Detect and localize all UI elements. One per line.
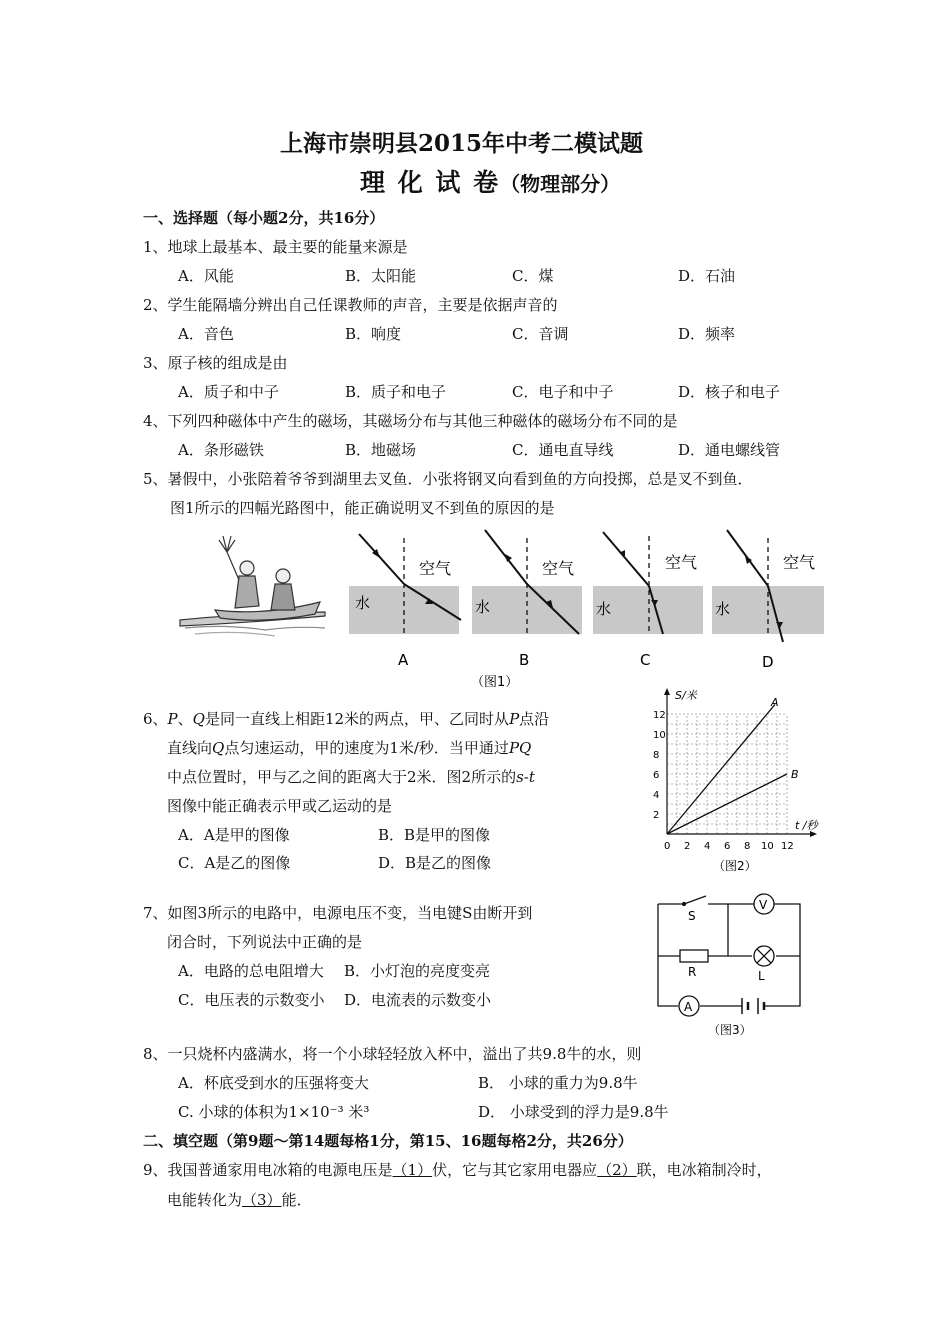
q2-option-b: B．响度 (345, 325, 402, 343)
q1-option-d: D．石油 (678, 267, 736, 285)
q6-option-d: D．B是乙的图像 (378, 854, 492, 872)
segment-pq: PQ (508, 739, 532, 757)
x-axis-label: t /秒 (795, 819, 818, 832)
section-2-heading: 二、填空题（第9题～第14题每格1分，第15、16题每格2分，共26分） (143, 1132, 633, 1150)
q6-line2 (167, 737, 531, 758)
q9-text1a: 9、我国普通家用电冰箱的电源电压是 (143, 1161, 393, 1179)
y-tick-label: 10 (653, 730, 666, 741)
q2-option-c: C．音调 (512, 325, 569, 343)
page-subtitle (360, 163, 620, 199)
ammeter-label: A (684, 1000, 693, 1014)
figure-1 (175, 528, 835, 693)
air-label-b: 空气 (542, 559, 575, 578)
light-path-panel-b (472, 530, 582, 669)
q7-option-d: D．电流表的示数变小 (344, 991, 492, 1009)
q6-text1: 是同一直线上相距12米的两点，甲、乙同时从 (204, 710, 510, 728)
q4-option-a: A．条形磁铁 (178, 441, 264, 459)
switch-label: S (688, 909, 696, 923)
x-tick-label: 8 (744, 841, 751, 852)
y-tick-label: 2 (653, 810, 660, 821)
q8-option-b: B． 小球的重力为9.8牛 (478, 1074, 638, 1092)
chart-grid (667, 714, 787, 834)
q7-option-b: B．小灯泡的亮度变亮 (344, 962, 491, 980)
y-tick-label: 4 (653, 790, 660, 801)
water-label-b: 水 (475, 598, 491, 616)
q5-stem-line2: 图1所示的四幅光路图中，能正确说明叉不到鱼的原因的是 (170, 499, 555, 517)
q4-stem: 4、下列四种磁体中产生的磁场，其磁场分布与其他三种磁体的磁场分布不同的是 (143, 412, 678, 430)
q6-option-a: A．A是甲的图像 (178, 826, 290, 844)
q6-option-b: B．B是甲的图像 (378, 826, 491, 844)
q1-option-b: B．太阳能 (345, 267, 417, 285)
x-tick-label: 12 (781, 841, 794, 852)
q8-option-d: D． 小球受到的浮力是9.8牛 (478, 1103, 669, 1121)
x-tick-label: 0 (664, 841, 671, 852)
switch-s (684, 896, 706, 904)
fisherman-illustration (180, 536, 325, 636)
y-tick-label: 8 (653, 750, 660, 761)
q2-option-a: A．音色 (178, 325, 234, 343)
q2-option-d: D．频率 (678, 325, 736, 343)
subtitle-part: （物理部分） (500, 172, 621, 196)
q5-stem-line1: 5、暑假中，小张陪着爷爷到湖里去叉鱼．小张将钢叉向看到鱼的方向投掷，总是叉不到鱼． (143, 470, 753, 488)
q6-text3: 中点位置时，甲与乙之间的距离大于2米．图2所示的 (167, 768, 517, 786)
q2-stem: 2、学生能隔墙分辨出自己任课教师的声音，主要是依据声音的 (143, 296, 558, 314)
panel-label-b: B (519, 651, 530, 669)
q6-option-c: C．A是乙的图像 (178, 854, 291, 872)
light-path-panel-a (349, 534, 461, 669)
st-term: s-t (516, 768, 535, 786)
figure-3-circuit (650, 888, 810, 1040)
q9-text2b: 能． (281, 1191, 312, 1209)
series-a-label: A (771, 696, 779, 709)
q1-option-a: A．风能 (178, 267, 234, 285)
x-tick-label: 2 (684, 841, 691, 852)
q8-stem: 8、一只烧杯内盛满水，将一个小球轻轻放入杯中，溢出了共9.8牛的水，则 (143, 1045, 642, 1063)
air-label-a: 空气 (419, 559, 452, 578)
q6-text2a: 直线向 (167, 739, 213, 757)
q4-option-c: C．通电直导线 (512, 441, 614, 459)
q9-text1c: 联，电冰箱制冷时， (636, 1161, 772, 1179)
q3-option-b: B．质子和电子 (345, 383, 447, 401)
q4-option-b: B．地磁场 (345, 441, 417, 459)
q1-stem: 1、地球上最基本、最主要的能量来源是 (143, 238, 408, 256)
q3-option-d: D．核子和电子 (678, 383, 781, 401)
q8-option-c: C. 小球的体积为1×10⁻³ 米³ (178, 1103, 370, 1121)
q6-text2b: 点匀速运动，甲的速度为1米/秒．当甲通过 (224, 739, 509, 757)
resistor-label: R (688, 965, 697, 979)
q6-sep: 、 (177, 710, 193, 728)
figure-2-caption: （图2） (713, 859, 757, 873)
ammeter-a (679, 996, 699, 1016)
q7-option-a: A．电路的总电阻增大 (178, 962, 324, 980)
subtitle-main: 理 化 试 卷 (360, 168, 501, 197)
battery (742, 998, 764, 1014)
y-axis-label: S/米 (675, 689, 697, 702)
point-p: P (167, 710, 178, 728)
q6-line3 (167, 766, 535, 787)
figure-3-caption: （图3） (708, 1023, 752, 1037)
q9-text1b: 伏，它与其它家用电器应 (432, 1161, 598, 1179)
q9-line1 (143, 1159, 772, 1180)
q3-option-c: C．电子和中子 (512, 383, 614, 401)
q7-line1: 7、如图3所示的电路中，电源电压不变，当电键S由断开到 (143, 904, 533, 922)
x-tick-label: 10 (761, 841, 774, 852)
q9-blank-2: （2） (597, 1161, 637, 1179)
y-tick-label: 12 (653, 710, 666, 721)
panel-label-a: A (398, 651, 409, 669)
page-title: 上海市崇明县2015年中考二模试题 (280, 130, 644, 157)
water-label-a: 水 (355, 594, 371, 612)
q7-option-c: C．电压表的示数变小 (178, 991, 325, 1009)
q9-text2a: 电能转化为 (167, 1191, 243, 1209)
lamp-l (754, 946, 774, 966)
panel-label-d: D (762, 653, 774, 671)
q7-line2: 闭合时，下列说法中正确的是 (167, 933, 363, 951)
voltmeter-v (754, 894, 774, 914)
voltmeter-label: V (759, 898, 768, 912)
q3-stem: 3、原子核的组成是由 (143, 354, 288, 372)
lamp-label: L (758, 969, 765, 983)
air-label-d: 空气 (783, 553, 816, 572)
water-label-d: 水 (715, 600, 731, 618)
x-tick-label: 6 (724, 841, 731, 852)
series-b-label: B (791, 768, 799, 781)
figure-1-caption: （图1） (471, 675, 519, 690)
q6-line4: 图像中能正确表示甲或乙运动的是 (167, 797, 393, 815)
q4-option-d: D．通电螺线管 (678, 441, 781, 459)
q9-blank-1: （1） (392, 1161, 433, 1179)
q6-line1: 6、P、Q是同一直线上相距12米的两点，甲、乙同时从P点沿 (143, 710, 550, 728)
light-path-panel-d (712, 530, 824, 671)
water-label-c: 水 (596, 600, 612, 618)
q1-option-c: C．煤 (512, 267, 554, 285)
q9-blank-3: （3） (242, 1191, 282, 1209)
q6-text1b: 点沿 (519, 710, 550, 728)
air-label-c: 空气 (665, 553, 698, 572)
x-tick-label: 4 (704, 841, 711, 852)
q9-line2 (167, 1189, 312, 1210)
section-1-heading: 一、选择题（每小题2分，共16分） (143, 209, 385, 227)
resistor-r (680, 950, 708, 962)
point-q-2: Q (212, 739, 225, 757)
q3-option-a: A．质子和中子 (178, 383, 279, 401)
y-axis-arrow (664, 688, 670, 695)
panel-label-c: C (640, 651, 651, 669)
y-tick-label: 6 (653, 770, 660, 781)
q8-option-a: A．杯底受到水的压强将变大 (178, 1074, 369, 1092)
point-q: Q (192, 710, 205, 728)
point-p-2: P (509, 710, 520, 728)
light-path-panel-c (593, 532, 703, 669)
figure-2-st-chart (645, 686, 830, 876)
